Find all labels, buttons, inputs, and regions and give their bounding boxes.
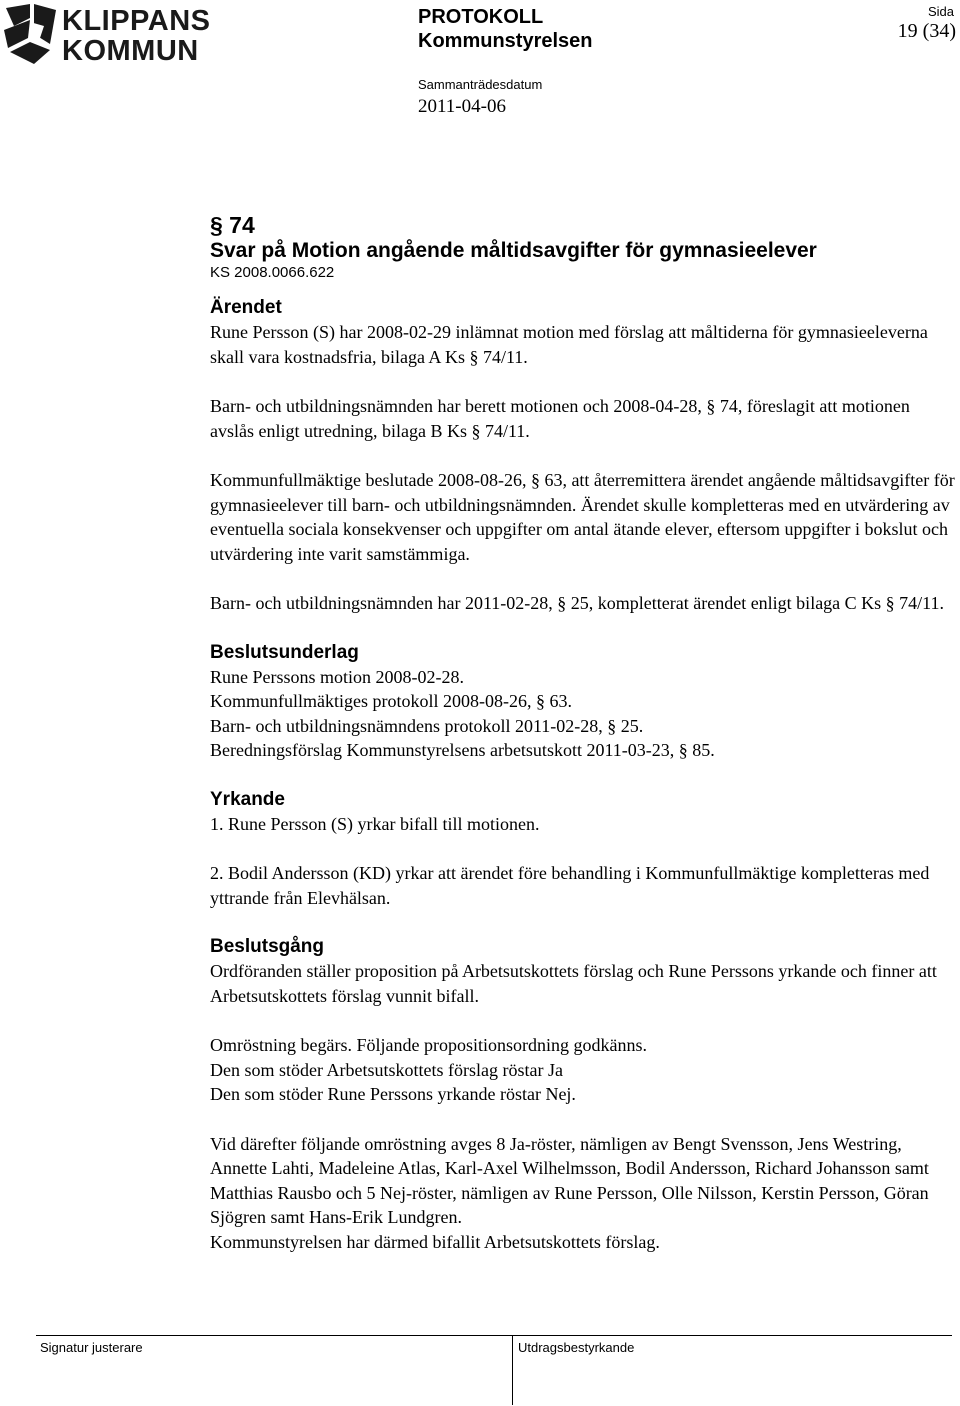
vote-result-paragraph: Vid därefter följande omröstning avges 8 Ja-röster, nämligen av Bengt Svensson, Jens Westring, Annette Lahti, Madeleine Atlas, Karl-Axel Wilhelmsson, Bodil Andersson, Richard Johansson samt Matthias Rausbo och 5 Nej-röster, nämligen av Rune Persson, Olle Nilsson, Kerstin Persson, Göran Sjögren samt Hans-Erik Lundgren. — [210, 1133, 929, 1227]
logo-text-line1: KLIPPANS — [62, 5, 211, 37]
footer-column-divider — [512, 1335, 513, 1405]
meeting-date-label: Sammanträdesdatum — [418, 77, 543, 92]
signature-label: Signatur justerare — [40, 1340, 143, 1355]
klippan-logo — [4, 4, 214, 66]
arendet-paragraph: Barn- och utbildningsnämnden har berett motionen och 2008-04-28, § 74, föreslagit att motionen avslås enligt utredning, bilaga B Ks § 74/11. — [210, 396, 910, 441]
heading-beslutsunderlag: Beslutsunderlag — [210, 641, 359, 663]
heading-arendet: Ärendet — [210, 297, 282, 318]
extract-certification-label: Utdragsbestyrkande — [518, 1340, 635, 1355]
beslutsgang-line: Den som stöder Rune Perssons yrkande röstar Nej. — [210, 1084, 576, 1104]
yrkande-item: 1. Rune Persson (S) yrkar bifall till motionen. — [210, 813, 540, 834]
arendet-paragraph: Rune Persson (S) har 2008-02-29 inlämnat motion med förslag att måltiderna för gymnasieeleverna skall vara kostnadsfria, bilaga A Ks § 74/11. — [210, 322, 928, 367]
case-reference: KS 2008.0066.622 — [210, 264, 335, 281]
page-label: Sida — [928, 4, 955, 19]
beslutsunderlag-line: Beredningsförslag Kommunstyrelsens arbetsutskott 2011-03-23, § 85. — [210, 740, 715, 760]
beslutsunderlag-line: Barn- och utbildningsnämndens protokoll 2011-02-28, § 25. — [210, 715, 644, 736]
beslutsunderlag-line: Rune Perssons motion 2008-02-28. — [210, 666, 464, 687]
beslutsgang-line: Den som stöder Arbetsutskottets förslag röstar Ja — [210, 1059, 563, 1080]
arendet-paragraph: Kommunfullmäktige beslutade 2008-08-26, § 63, att återremittera ärendet angående måltidsavgifter för gymnasieelever till barn- och utbildningsnämnden. Ärendet skulle kompletteras med en utvärdering av eventuella sociala konsekvenser och uppgifter om antal ätande elever, eftersom uppgifter i bokslut och utvärdering inte varit samstämmiga. — [210, 470, 955, 564]
meeting-date: 2011-04-06 — [418, 96, 506, 117]
protocol-body — [210, 212, 955, 1254]
item-title: Svar på Motion angående måltidsavgifter för gymnasieelever — [210, 239, 817, 262]
decision-paragraph: Kommunstyrelsen har därmed bifallit Arbetsutskottets förslag. — [210, 1231, 660, 1252]
beslutsgang-paragraph: Ordföranden ställer proposition på Arbetsutskottets förslag och Rune Perssons yrkande och finner att Arbetsutskottets förslag vunnit bifall. — [210, 961, 937, 1006]
footer-divider — [36, 1335, 952, 1336]
document-type: PROTOKOLL — [418, 6, 544, 28]
arendet-paragraph: Barn- och utbildningsnämnden har 2011-02-28, § 25, kompletterat ärendet enligt bilaga C Ks § 74/11. — [210, 593, 945, 613]
logo-text-line2: KOMMUN — [62, 35, 199, 67]
organization-name: Kommunstyrelsen — [418, 30, 593, 52]
beslutsgang-line: Omröstning begärs. Följande propositionsordning godkänns. — [210, 1035, 647, 1055]
page-number: 19 (34) — [897, 20, 956, 42]
heading-yrkande: Yrkande — [210, 788, 285, 810]
yrkande-item: 2. Bodil Andersson (KD) yrkar att ärendet före behandling i Kommunfullmäktige kompletteras med yttrande från Elevhälsan. — [210, 863, 930, 908]
logo-emblem-icon — [4, 4, 58, 66]
section-number: § 74 — [210, 212, 255, 238]
heading-beslutsgang: Beslutsgång — [210, 936, 325, 957]
beslutsunderlag-line: Kommunfullmäktiges protokoll 2008-08-26, § 63. — [210, 691, 572, 711]
